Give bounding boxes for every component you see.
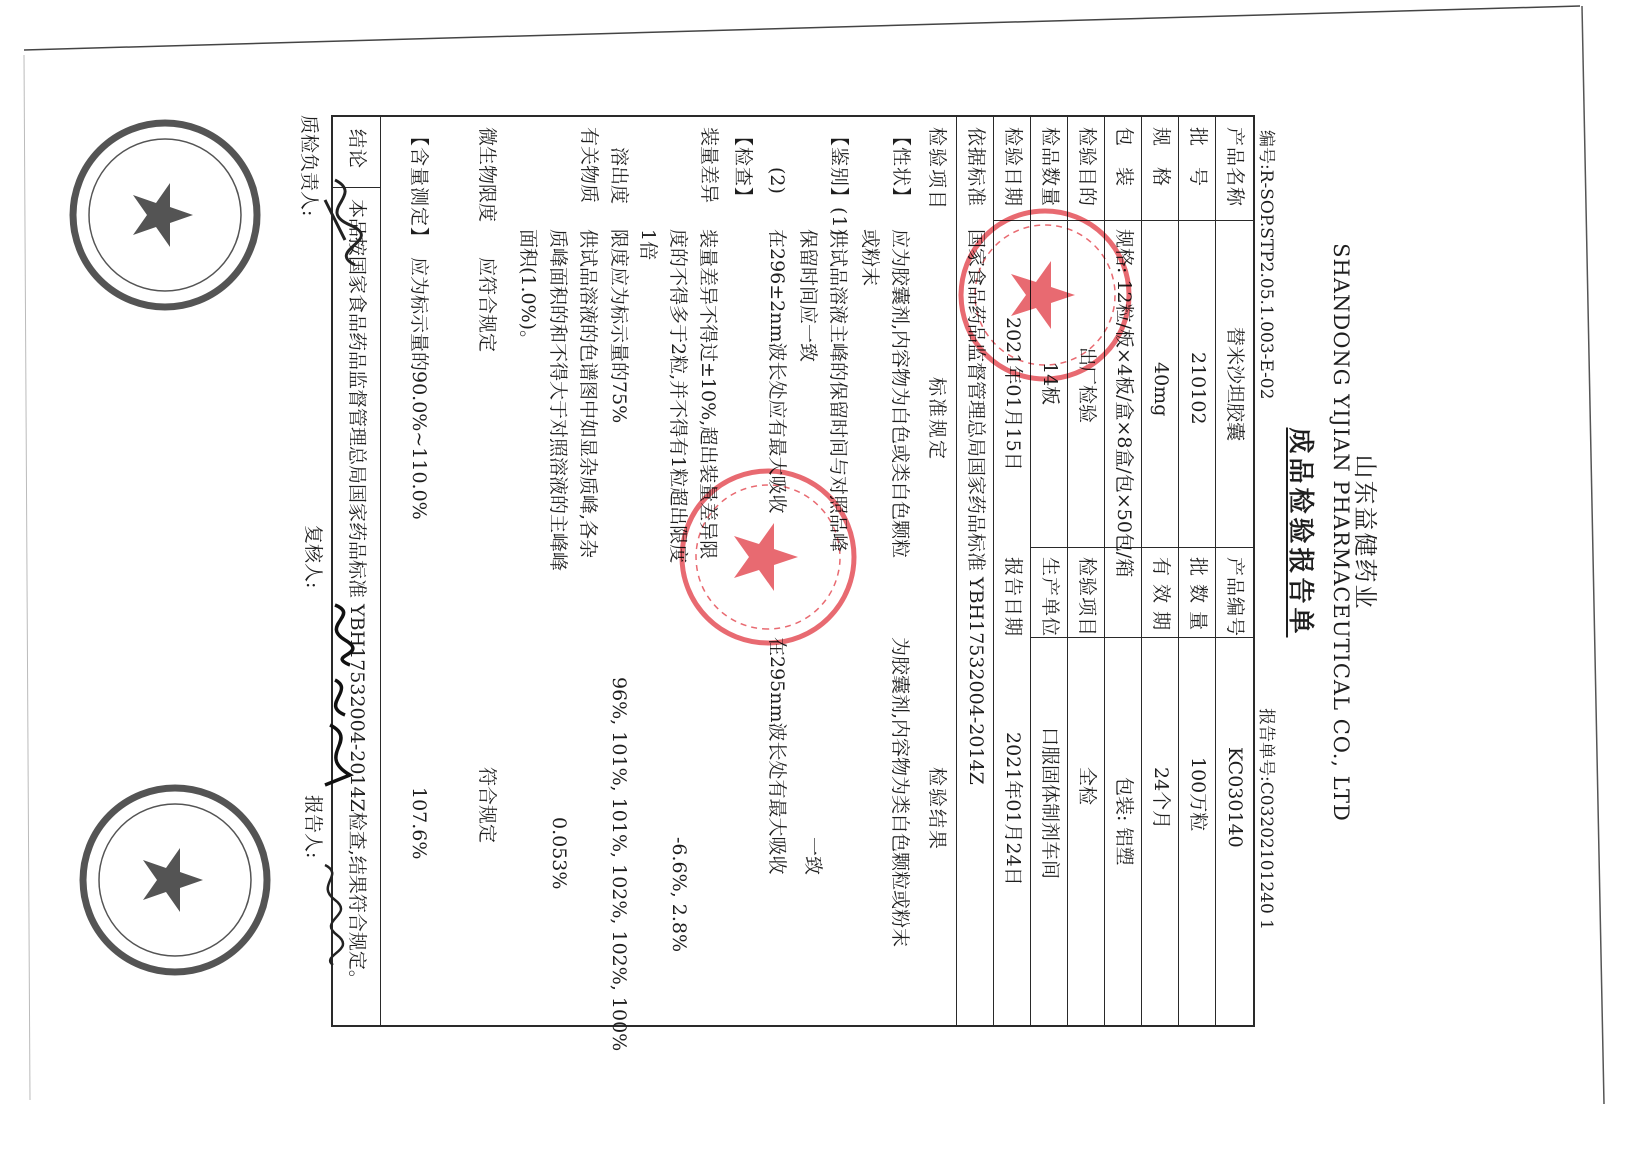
quantity-label: 检品数量 — [1039, 127, 1061, 208]
related-substances-label: 有关物质 — [578, 127, 600, 204]
producer-value: 口服固体制剂车间 — [1039, 727, 1061, 880]
assay-result: 107.6% — [408, 787, 430, 860]
report-date-label: 报告日期 — [1002, 557, 1024, 638]
reporter-label: 报告人: — [302, 795, 324, 859]
batch-qty-value: 100万粒 — [1187, 757, 1209, 832]
identification1-standard: 供试品溶液主峰的保留时间与对照品峰保留时间应一致 — [797, 229, 849, 553]
batch-qty-label: 批 数 量 — [1187, 557, 1209, 632]
purpose-label: 检验目的 — [1076, 127, 1098, 208]
report-date-value: 2021年01月24日 — [1002, 732, 1024, 886]
identification2-heading: (2) — [766, 167, 788, 194]
product-name-value: 替米沙坦胶囊 — [1224, 327, 1246, 442]
quantity-value: 14板 — [1039, 362, 1061, 406]
product-code-label: 产品编号 — [1224, 557, 1246, 638]
batch-value: 210102 — [1187, 352, 1209, 425]
qa-dept-stamp — [75, 780, 275, 980]
report-title: 成品检验报告单 — [1285, 427, 1315, 638]
microbial-limit-result: 符合规定 — [476, 767, 498, 844]
basis-label: 依据标准 — [965, 127, 987, 208]
purpose-value: 出厂检验 — [1076, 347, 1098, 424]
reviewer-label: 复核人: — [302, 525, 324, 589]
dissolution-standard: 限度应为标示量的75% — [608, 229, 630, 424]
examination-heading: 【检查】 — [732, 127, 754, 208]
reporter-signature — [305, 860, 355, 970]
spec-label: 规 格 — [1150, 127, 1172, 188]
column-item: 检验项目 — [926, 127, 948, 212]
dissolution-label: 溶出度 — [608, 147, 630, 205]
spec-value: 40mg — [1150, 362, 1172, 417]
expiry-label: 有 效 期 — [1150, 557, 1172, 632]
microbial-limit-standard: 应符合规定 — [476, 257, 498, 353]
appearance-result: 为胶囊剂,内容物为类白色颗粒或粉末 — [889, 637, 911, 948]
identification2-standard: 在296±2nm波长处应有最大吸收 — [766, 229, 788, 514]
qc-inspection-stamp — [955, 205, 1135, 385]
fill-variation-label: 装量差异 — [698, 127, 720, 204]
related-substances-standard: 供试品溶液的色谱图中如显杂质峰,各杂质峰面积的和不得大于对照溶液的主峰峰面积(1.0%)。 — [517, 229, 599, 572]
column-standard: 标准规定 — [926, 377, 948, 462]
qa-head-label: 质检负责人: — [298, 115, 320, 217]
fill-variation-standard: 装量差异不得过±10%,超出装量差异限度的不得多于2粒,并不得有1粒超出限度1倍 — [637, 229, 719, 564]
package-label: 包 装 — [1113, 127, 1135, 188]
package-material: 包装: 铝塑 — [1113, 777, 1135, 866]
appearance-heading: 【性状】 — [890, 127, 912, 208]
related-substances-result: 0.053% — [548, 817, 570, 890]
date-value: 2021年01月15日 — [1002, 317, 1024, 471]
product-name-label: 产品名称 — [1224, 127, 1246, 208]
identification2-result: 在295nm波长处有最大吸收 — [766, 637, 788, 875]
appearance-standard: 应为胶囊剂,内容物为白色或类白色颗粒或粉末 — [859, 229, 911, 559]
reviewer-signature — [305, 595, 365, 795]
assay-standard: 应为标示量的90.0%~110.0% — [408, 257, 430, 520]
assay-heading: 【含量测定】 — [408, 127, 430, 248]
inspection-report — [298, 10, 1405, 1055]
company-name-cn: 山东益健药业 — [1351, 454, 1379, 611]
identification1-result: 一致 — [802, 837, 824, 876]
qa-management-stamp — [675, 465, 860, 650]
batch-label: 批 号 — [1187, 127, 1209, 188]
qc-dept-stamp — [65, 115, 265, 315]
items-label: 检验项目 — [1076, 557, 1098, 638]
producer-label: 生产单位 — [1039, 557, 1061, 638]
identification-heading: 【鉴别】(1) — [828, 127, 850, 237]
qa-head-signature — [305, 170, 375, 290]
company-name-en: SHANDONG YIJIAN PHARMACEUTICAL CO., LTD — [1329, 243, 1353, 822]
product-code-value: KC030140 — [1224, 747, 1246, 848]
microbial-limit-label: 微生物限度 — [476, 127, 498, 223]
basis-value: 国家食品药品监督管理总局国家药品标准 YBH17532004-2014Z — [965, 229, 987, 785]
report-number: 报告单号:C03202101240 1 — [1256, 708, 1276, 930]
dissolution-result: 96%, 101%, 101%, 102%, 102%, 100% — [608, 677, 630, 1052]
items-value: 全检 — [1076, 767, 1098, 806]
expiry-value: 24个月 — [1150, 767, 1172, 830]
package-value: 规格: 12粒/板×4板/盒×8盒/包×50包/箱 — [1113, 229, 1135, 578]
document-code: 编号:R-SOP.STP2.05.1.003-E-02 — [1256, 130, 1276, 400]
conclusion-label: 结论 — [346, 129, 368, 170]
column-result: 检验结果 — [926, 767, 948, 852]
date-label: 检验日期 — [1002, 127, 1024, 208]
conclusion-text: 本品按国家食品药品监督管理总局国家药品标准 YBH17532004-2014Z检查,结果符合规定。 — [346, 199, 368, 989]
fill-variation-result: -6.6%, 2.8% — [668, 837, 690, 953]
